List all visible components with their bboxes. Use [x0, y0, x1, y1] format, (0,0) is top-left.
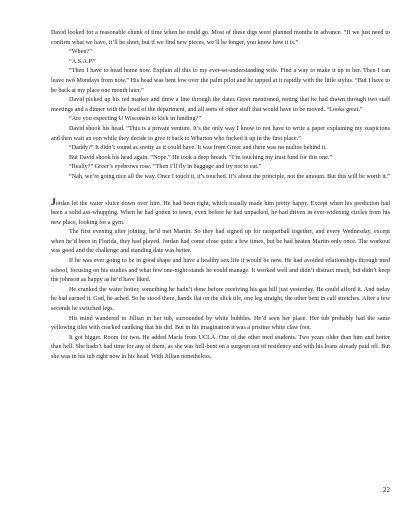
section-one	[51, 29, 390, 183]
paragraph: David picked up his red marker and drew a line through the dates Greer mentioned, noting that he had drawn through two staff meetings and a dinner with the head of the department, and all sorts of other stuff that would have to be moved. “Looks great.”	[51, 97, 390, 113]
paragraph: “Then I have to head home now. Explain all this to my ever-so-understanding wife. Find a way to make it up to her. Then I can leave two Mondays from now.” His head was bent low over the palm pilot and he tapped at it rapidly with the little stylus. “But I have to be back at my place one month later.”	[51, 68, 390, 94]
paragraph: It got bigger. Room for two. He added Marla from UCLA. One of the other med students. Two years older than him and hotter than hell. She hadn’t had time for any of them, as she was hell-bent on a surgeon out of residency and with his loans already paid off. But she was in his tub right now in his head. With Jillian nonetheless.	[51, 334, 390, 360]
paragraph: “When?”	[69, 49, 92, 56]
paragraph: He cranked the water hotter, something he hadn’t done before receiving his gas bill just yesterday. He could afford it. And today he had earned it. God, he ached. So he stood there, hands flat on the slick tile, one leg straight, the other bent in calf stretches. After a few seconds he switched legs.	[51, 286, 390, 313]
opening-text: ordan let the water sluice down over him. He had been right, which usually made him pretty happy. Except when his prediction had been a solid ass-whupping. When he had gotten to town, even before he had unpacked, he had driven in ever-widening circles from his new place, looking for a gym.	[51, 200, 390, 226]
paragraph: But David shook his head again. “Nope.” He took a deep breath. “I’m touching my trust fund for this one.”	[69, 154, 333, 161]
paragraph: The first evening after joining, he’d met Martin. So they had signed up for racquetball together, and every Wednesday, except when he’d been in Florida, they had played. Jordan had come close quite a few times, but he had beaten Martin only once. The workout was good and the challenge and standing date was better.	[51, 229, 390, 255]
paragraph: David shook his head. “This is a private venture. It’s the only way I know to not have to write a paper explaining my suspicions and then wait an eon while they decide to give it back to Wharton who fucked it up in the first place.”	[51, 125, 390, 142]
section-two	[51, 199, 390, 363]
paragraph: David looked for a reasonable chunk of time when he could go. Most of these digs were planned months in advance. “If we just need to confirm what we have, it’ll be short, but if we find new pieces, we’ll be longer, you know how it is.”	[51, 30, 390, 46]
paragraph: His mind wandered to Jillian in her tub, surrounded by white bubbles. He’d seen her place. Her tub probably had the same yellowing tiles with cracked caulking that his did. But in his imagination it was a pristine white claw foot.	[51, 315, 390, 332]
section-opening-paragraph	[51, 199, 390, 229]
paragraph: If he was ever going to be in good shape and have a healthy sex life it would be now. He had avoided relationships through med school, focusing on his studies and what few one-night-stands he could manage. It worked well and didn’t distract much, but didn’t keep the johnson as happy as he’d have liked.	[51, 258, 390, 284]
paragraph: “A.S.A.P.”	[69, 58, 96, 65]
page-number: 22	[383, 486, 390, 494]
drop-cap: J	[51, 197, 56, 208]
paragraph: “Nah, we’re going nice all the way. Once I touch it, it’s touched. It’s about the principle, not the amount. But this will be worth it.”	[69, 173, 390, 180]
paragraph: “Are you expecting U Wisconsin to kick in funding?”	[69, 116, 201, 123]
paragraph: “Really?” Greer’s eyebrows rose. “Then I’ll fly in baggage and try not to eat.”	[69, 164, 262, 171]
paragraph: “Daddy?” It didn’t sound as snotty as it could have. It was from Greer and there was no malice behind it.	[69, 145, 327, 152]
